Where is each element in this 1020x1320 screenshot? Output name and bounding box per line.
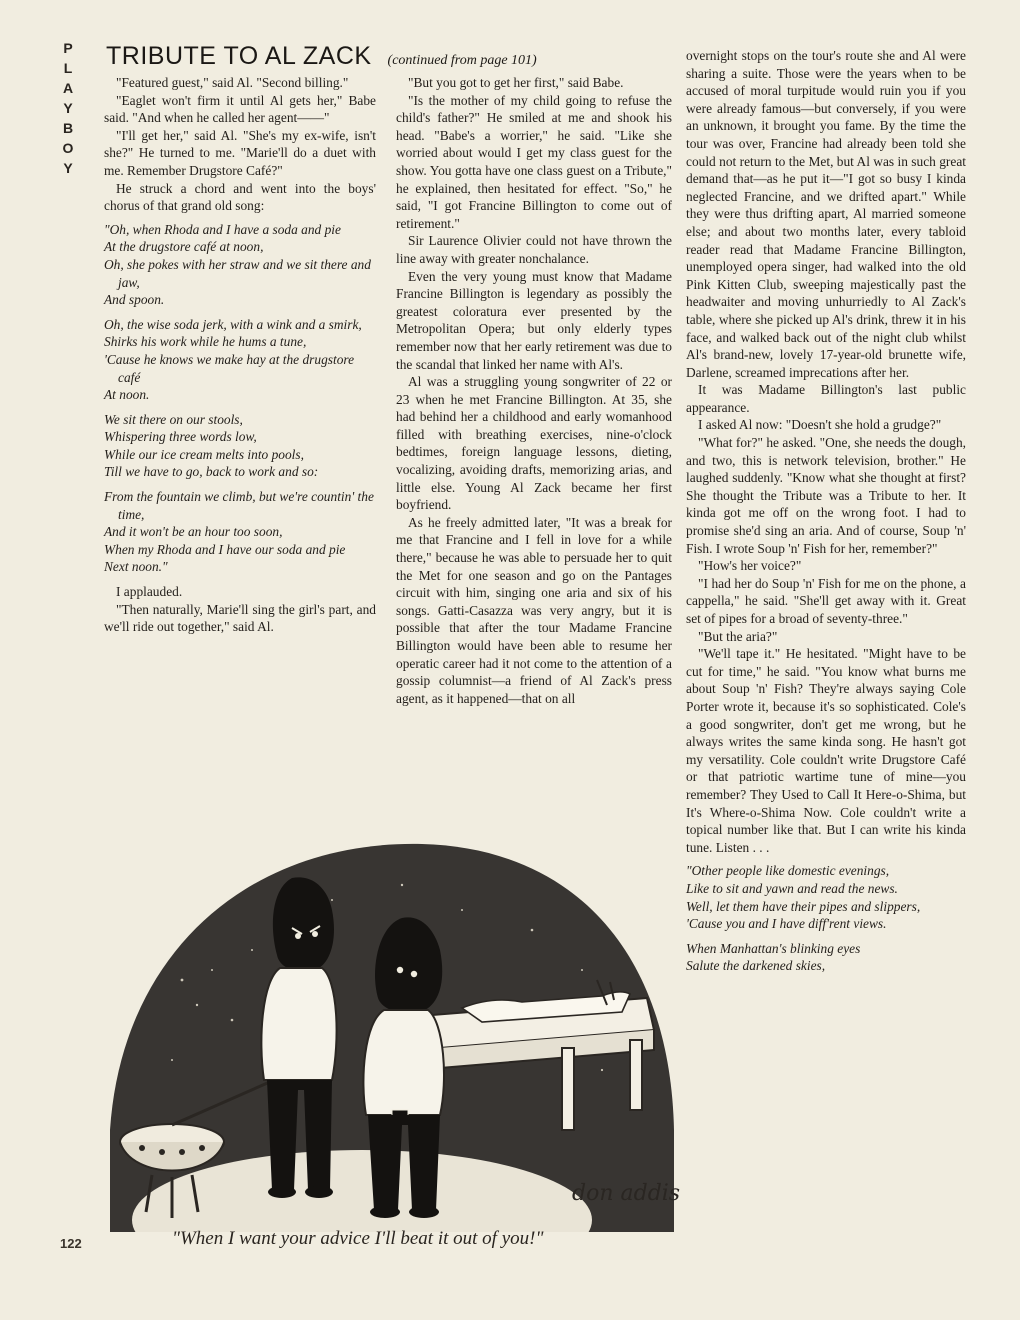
- paragraph: "But the aria?": [698, 628, 778, 644]
- paragraph: overnight stops on the tour's route she and Al were sharing a suite. Those were the years when to be accused of moral turpitude would ruin you if you were already famous—but conversely, if you were an unknown, it brought you fame. By the time the tour was over, Francine had already been told she could not return to the Met, but Al was in such great demand that—as he put it—"I got so busy I kinda neglected Francine, and we drifted apart." While they were thus drifting apart, Al married someone else; and about two months later, every tabloid reader read that Madame Francine Billington, unemployed opera singer, had walked into the old Pink Kitten Club, sweeping majestically past the headwaiter and moving unhurriedly to Al Zack's table, where she picked up Al's drink, threw it in his face, and walked back out of the night club whilst Al's brand-new, lovely 17-year-old brunette wife, Darlene, screamed imprecations after her.: [686, 48, 966, 380]
- paragraph: Al was a struggling young songwriter of 22 or 23 when he met Francine Billington. At 35, she had behind her a childhood and early womanhood filled with breathing exercises, nine-o'clock bedtimes, foreign language lessons, dieting, vocalizing, avoiding drafts, memorizing arias, and little else. Young Al Zack became her first boyfriend.: [396, 374, 672, 513]
- paragraph: "But you got to get her first," said Babe.: [408, 75, 624, 90]
- paragraph: "We'll tape it." He hesitated. "Might have to be cut for time," he said. "You know what burns me about Soup 'n' Fish? They're always saying Cole Porter wrote it, because it's so sophisticated. Cole's a good songwriter, don't get me wrong, but he always writes the same kinda song. He hasn't got my versatility. Cole couldn't write Drugstore Café or that patriotic wartime tune of mine—you remember? They Used to Call It Here-o-Shima, but It's Where-o-Shima Now. Cole couldn't write a topical number like that. But I can write his kinda tune. Listen . . .: [686, 646, 966, 855]
- verse-line: Oh, the wise soda jerk, with a wink and a smirk,: [104, 316, 362, 332]
- stanza: [104, 411, 376, 481]
- verse-line: While our ice cream melts into pools,: [104, 446, 304, 462]
- verse-line: When my Rhoda and I have our soda and pie: [104, 541, 346, 557]
- paragraph: It was Madame Billington's last public appearance.: [686, 382, 966, 415]
- continued-note: (continued from page 101): [387, 53, 537, 68]
- article-header: [106, 42, 537, 71]
- paragraph: "How's her voice?": [698, 558, 802, 574]
- paragraph: I applauded.: [116, 584, 183, 600]
- verse-line: Next noon.": [104, 559, 168, 575]
- paragraph: "Eaglet won't firm it until Al gets her," Babe said. "And when he called her agent——": [104, 92, 376, 126]
- verse-line: "Oh, when Rhoda and I have a soda and pie: [104, 221, 341, 237]
- column-3: [686, 47, 966, 982]
- verse-line: 'Cause he knows we make hay at the drugstore café: [104, 351, 355, 385]
- paragraph: "Featured guest," said Al. "Second billing.": [116, 75, 349, 90]
- paragraph: As he freely admitted later, "It was a break for me that Francine and I fell in love for a while there," because he was able to persuade her to quit the Met for one season and go on the Pantages circuit with him, singing one aria and six of his songs. Gatti-Casazza was very angry, but it is possible that after the tour Madame Francine Billington would have been able to resume her operatic career had it not come to the attention of a gossip columnist—a friend of Al Zack's press agent, as it happened—that on all: [396, 514, 672, 706]
- verse-line: At noon.: [104, 387, 150, 403]
- cartoon-drawing: [102, 830, 682, 1232]
- verse-line: "Other people like domestic evenings,: [686, 863, 890, 879]
- verse-line: Till we have to go, back to work and so:: [104, 464, 319, 480]
- verse-line: When Manhattan's blinking eyes: [686, 940, 861, 956]
- article-title: TRIBUTE TO AL ZACK: [106, 42, 372, 70]
- verse-line: We sit there on our stools,: [104, 411, 243, 427]
- stanza: [104, 488, 376, 576]
- verse-line: Like to sit and yawn and read the news.: [686, 880, 898, 896]
- paragraph: "Then naturally, Marie'll sing the girl's part, and we'll ride out together," said Al.: [104, 601, 376, 635]
- cartoon-illustration: [102, 830, 682, 1232]
- song-verse: [104, 221, 376, 576]
- verse-line: Shirks his work while he hums a tune,: [104, 334, 307, 350]
- paragraph: "Is the mother of my child going to refuse the child's father?" He smiled at me and shook his head. "Babe's a worrier," he said. "Like she worried about would I get my class guest for the show. You gotta have one class guest on a Tribute," he explained, then hesitated for effect. "So," he said, "I got Francine Billington to come out of retirement.": [396, 92, 672, 231]
- cartoon-caption: "When I want your advice I'll beat it out of you!": [172, 1228, 544, 1249]
- artist-signature: don addis: [572, 1181, 681, 1206]
- paragraph: "I'll get her," said Al. "She's my ex-wife, isn't she?" He turned to me. "Marie'll do a duet with me. Remember Drugstore Café?": [104, 127, 376, 178]
- masthead: PLAYBOY: [60, 40, 76, 180]
- stanza: [686, 862, 966, 932]
- verse-line: And spoon.: [104, 292, 165, 308]
- verse-line: And it won't be an hour too soon,: [104, 524, 283, 540]
- paragraph: I asked Al now: "Doesn't she hold a grudge?": [698, 417, 942, 433]
- verse-line: 'Cause you and I have diff'rent views.: [686, 916, 887, 932]
- paragraph: Sir Laurence Olivier could not have thrown the line away with greater nonchalance.: [396, 233, 672, 266]
- paragraph: "What for?" he asked. "One, she needs the dough, and two, this is network television, brother." He laughed suddenly. "Know what she thought at first? She thought the Tribute was a Tribute to her. It kinda got me off on the wrong foot. I had to promise she'd sing an aria. And of course, Soup 'n' Fish. I wrote Soup 'n' Fish for her, remember?": [686, 435, 966, 556]
- paragraph: "I had her do Soup 'n' Fish for me on the phone, a cappella," he said. "She'll get away with it. Great set of pipes for a broad of seventy-three.": [686, 575, 966, 626]
- paragraph: He struck a chord and went into the boys' chorus of that grand old song:: [104, 180, 376, 214]
- verse-line: Oh, she pokes with her straw and we sit there and jaw,: [104, 256, 371, 290]
- page-number: 122: [60, 1236, 82, 1251]
- verse-line: At the drugstore café at noon,: [104, 239, 264, 255]
- verse-line: Whispering three words low,: [104, 429, 257, 445]
- verse-line: Salute the darkened skies,: [686, 958, 826, 974]
- column-2: [396, 74, 672, 707]
- stanza: [104, 316, 376, 404]
- verse-line: From the fountain we climb, but we're countin' the time,: [104, 489, 374, 522]
- column-1: [104, 74, 376, 636]
- stanza: [686, 940, 966, 975]
- song-verse: [686, 862, 966, 975]
- stanza: [104, 221, 376, 309]
- verse-line: Well, let them have their pipes and slippers,: [686, 898, 921, 914]
- paragraph: Even the very young must know that Madame Francine Billington is legendary as possibly the greatest coloratura ever presented by the Metropolitan Opera; but only elderly types remember now that her early retirement was due to the scandal that linked her name with Al's.: [396, 268, 672, 372]
